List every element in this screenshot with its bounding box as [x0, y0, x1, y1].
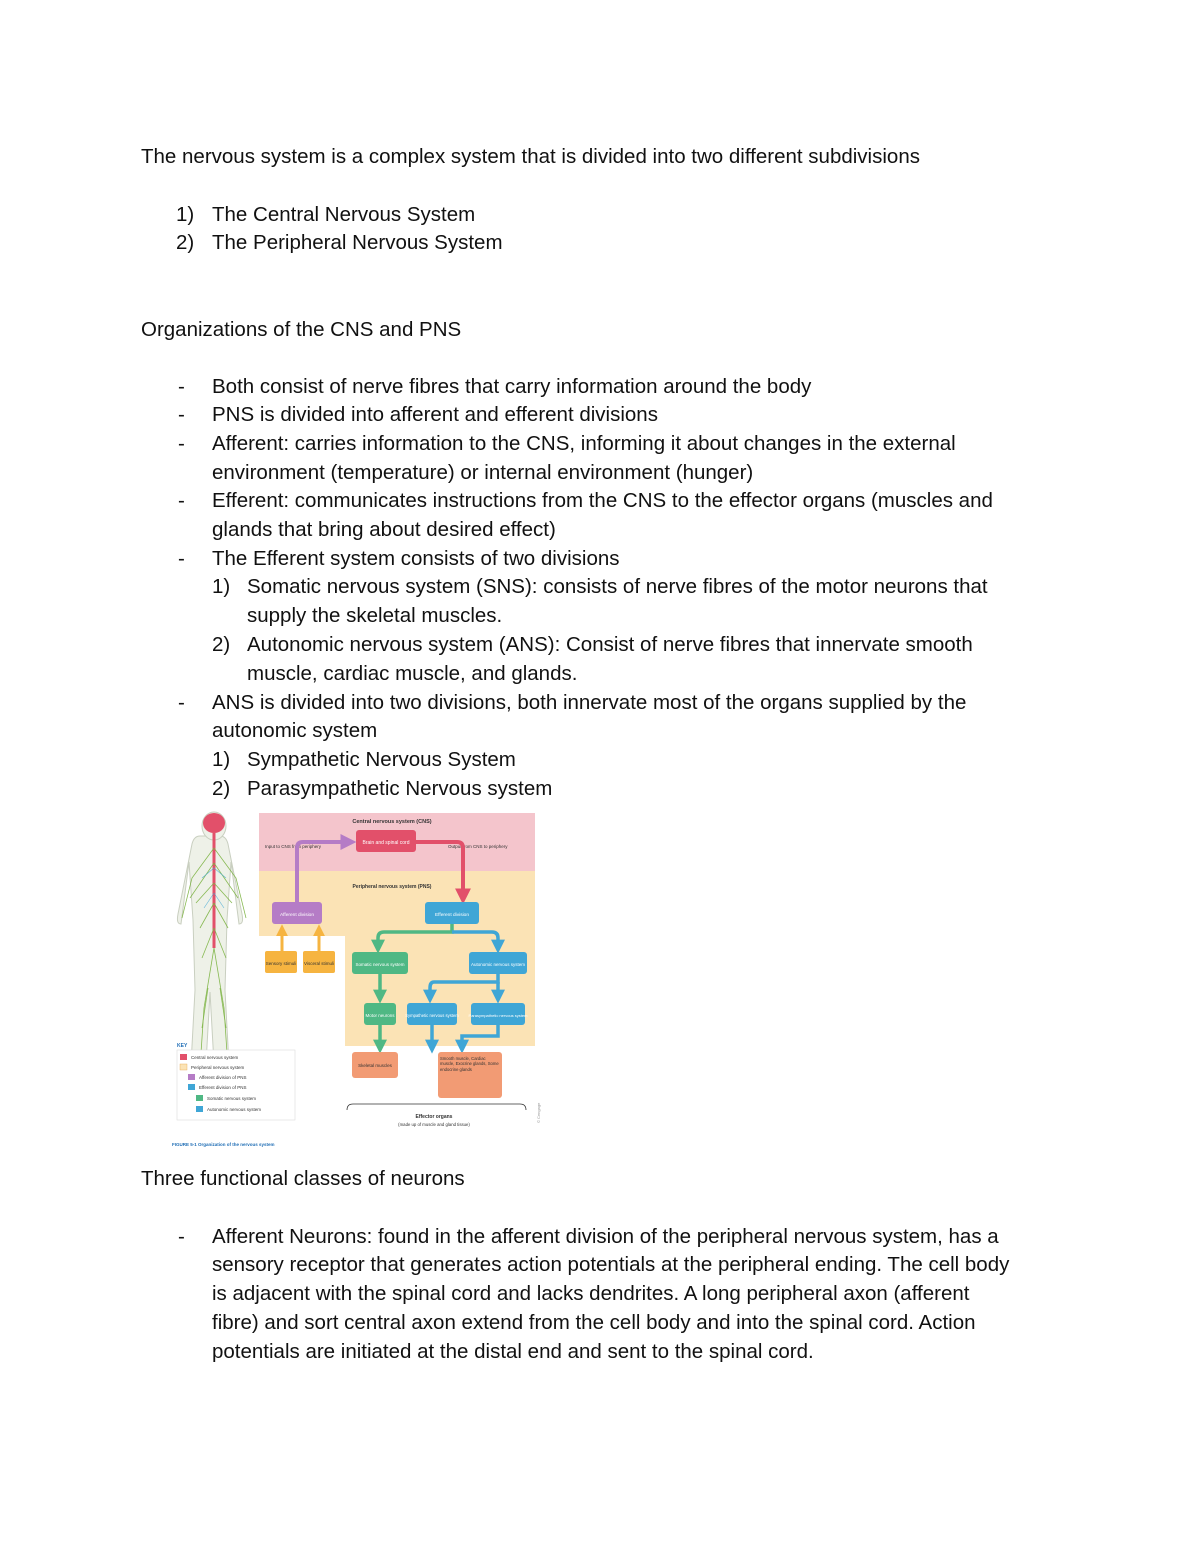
bullet-dash: -: [178, 691, 185, 714]
bullet-dash: -: [178, 432, 185, 455]
afferent-neurons-line-3: is adjacent with the spinal cord and lacks dendrites. A long peripheral axon (afferent: [212, 1282, 970, 1305]
org-bullet-3-line-2: environment (temperature) or internal environment (hunger): [212, 461, 754, 484]
cns-title: Central nervous system (CNS): [352, 819, 432, 825]
list-number: 2): [176, 231, 195, 254]
credit-text: © Cengage: [536, 1102, 541, 1123]
bullet-dash: -: [178, 1225, 185, 1248]
list-number: 1): [176, 203, 195, 226]
bullet-dash: -: [178, 547, 185, 570]
list-number: 2): [212, 633, 231, 656]
afferent-neurons-line-5: potentials are initiated at the distal end and sent to the spinal cord.: [212, 1340, 814, 1363]
parasympathetic-label: Parasympathetic nervous system: [468, 1013, 528, 1018]
afferent-neurons-line-4: fibre) and sort central axon extend from the cell body and into the spinal cord. Action: [212, 1311, 976, 1334]
key-item: Somatic nervous system: [207, 1096, 257, 1101]
key-item: Autonomic nervous system: [207, 1107, 262, 1112]
output-label: Output from CNS to periphery: [448, 844, 508, 849]
key-item: Efferent division of PNS: [199, 1085, 247, 1090]
list-number: 1): [212, 748, 231, 771]
sensory-label: Sensory stimuli: [265, 961, 297, 966]
bullet-dash: -: [178, 403, 185, 426]
parasympathetic-item: Parasympathetic Nervous system: [247, 777, 553, 800]
afferent-label: Afferent division: [279, 913, 315, 918]
nervous-system-figure: [172, 808, 552, 1153]
key-title: KEY: [177, 1043, 188, 1049]
targets-label: Smooth muscle, Cardiac muscle, Exocrine glands, Some endocrine glands: [440, 1056, 499, 1072]
classes-heading: Three functional classes of neurons: [141, 1167, 465, 1190]
somatic-line-2: supply the skeletal muscles.: [247, 604, 503, 627]
subdivision-cns: The Central Nervous System: [212, 203, 476, 226]
figure-key: [177, 1043, 295, 1120]
org-bullet-2: PNS is divided into afferent and efferent divisions: [212, 403, 658, 426]
org-bullet-6-line-2: autonomic system: [212, 719, 378, 742]
org-bullet-1: Both consist of nerve fibres that carry information around the body: [212, 375, 812, 398]
afferent-neurons-line-2: sensory receptor that generates action potentials at the peripheral ending. The cell body: [212, 1253, 1010, 1276]
effector-label: Effector organs: [415, 1114, 453, 1120]
list-number: 2): [212, 777, 231, 800]
key-item: Afferent division of PNS: [199, 1075, 247, 1080]
visceral-label: Visceral stimuli: [304, 961, 334, 966]
motor-label: Motor neurons: [365, 1013, 395, 1018]
brain-label: Brain and spinal cord: [362, 840, 410, 846]
key-item: Peripheral nervous system: [191, 1065, 245, 1070]
org-heading: Organizations of the CNS and PNS: [141, 318, 462, 341]
input-label: Input to CNS from periphery: [265, 844, 322, 849]
bullet-dash: -: [178, 489, 185, 512]
somatic-line-1: Somatic nervous system (SNS): consists of nerve fibres of the motor neurons that: [247, 575, 988, 598]
org-bullet-4-line-2: glands that bring about desired effect): [212, 518, 556, 541]
org-bullet-4-line-1: Efferent: communicates instructions from the CNS to the effector organs (muscles and: [212, 489, 993, 512]
autonomic-line-1: Autonomic nervous system (ANS): Consist of nerve fibres that innervate smooth: [247, 633, 973, 656]
somatic-label: Somatic nervous system: [355, 962, 405, 967]
intro-text: The nervous system is a complex system that is divided into two different subdivisions: [141, 145, 920, 168]
figure-caption: FIGURE 5-1 Organization of the nervous system: [172, 1142, 275, 1147]
autonomic-label: Autonomic nervous system: [470, 962, 526, 967]
bullet-dash: -: [178, 375, 185, 398]
subdivision-pns: The Peripheral Nervous System: [212, 231, 503, 254]
org-bullet-6-line-1: ANS is divided into two divisions, both innervate most of the organs supplied by the: [212, 691, 967, 714]
key-item: Central nervous system: [191, 1055, 239, 1060]
org-bullet-3-line-1: Afferent: carries information to the CNS, informing it about changes in the external: [212, 432, 956, 455]
efferent-label: Efferent division: [434, 913, 470, 918]
afferent-neurons-line-1: Afferent Neurons: found in the afferent division of the peripheral nervous system, has a: [212, 1225, 999, 1248]
effector-sub-label: (made up of muscle and gland tissue): [398, 1122, 470, 1127]
list-number: 1): [212, 575, 231, 598]
autonomic-line-2: muscle, cardiac muscle, and glands.: [247, 662, 578, 685]
org-bullet-5: The Efferent system consists of two divisions: [212, 547, 620, 570]
sympathetic-label: Sympathetic nervous system: [405, 1013, 459, 1018]
skeletal-label: Skeletal muscles: [358, 1063, 392, 1068]
pns-title: Peripheral nervous system (PNS): [352, 884, 432, 890]
sympathetic-item: Sympathetic Nervous System: [247, 748, 516, 771]
